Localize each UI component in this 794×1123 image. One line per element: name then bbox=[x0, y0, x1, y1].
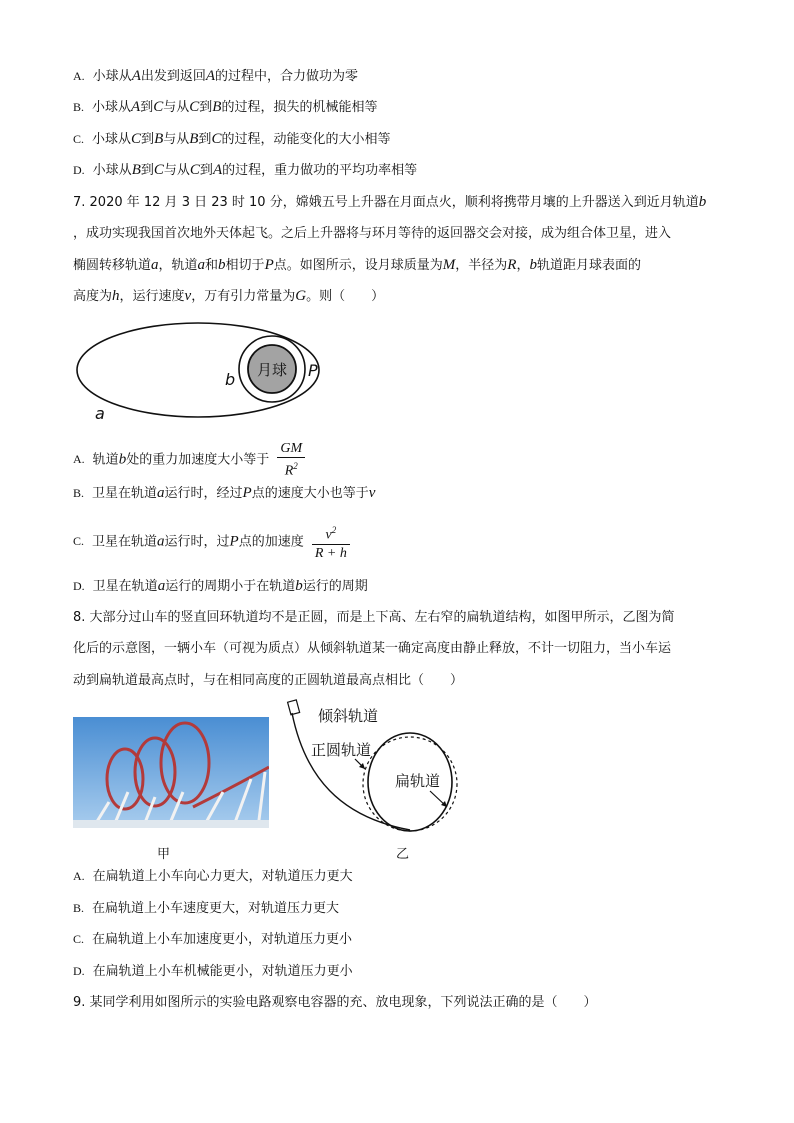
point-p-label: P bbox=[308, 361, 318, 380]
q8-stem-line-3: 动到扁轨道最高点时，与在相同高度的正圆轨道最高点相比（ ） bbox=[73, 673, 464, 688]
q8-option-b: B. 在扁轨道上小车速度更大，对轨道压力更大 bbox=[73, 901, 340, 916]
q7-stem-line-1: 7. 2020 年 12 月 3 日 23 时 10 分，嫦娥五号上升器在月面点火，顺利将携带月壤的上升器送入到近月轨道b bbox=[73, 194, 707, 210]
q9-stem-line-1: 9. 某同学利用如图所示的实验电路观察电容器的充、放电现象，下列说法正确的是（ ） bbox=[73, 995, 597, 1010]
fraction-v2-over-r-plus-h: $\frac{v^2}{R + h}$ bbox=[312, 522, 350, 562]
q7-stem-line-3: 椭圆转移轨道a，轨道a和b相切于P点。如图所示，设月球质量为M，半径为R，b轨道距月球表面的 bbox=[73, 257, 641, 273]
cart-icon bbox=[288, 700, 300, 715]
roller-coaster-photo bbox=[73, 717, 269, 828]
q8-option-d: D. 在扁轨道上小车机械能更小，对轨道压力更小 bbox=[73, 964, 353, 979]
q7-orbit-diagram bbox=[75, 318, 345, 428]
fraction-gm-over-r2: $\frac{GM}{R^2}$ bbox=[277, 440, 305, 480]
track-diagram bbox=[280, 697, 480, 837]
figure-yi-caption: 乙 bbox=[396, 847, 410, 862]
q7-option-d: D. 卫星在轨道a运行的周期小于在轨道b运行的周期 bbox=[73, 578, 368, 594]
label-inclined-track: 倾斜轨道 bbox=[318, 707, 379, 725]
q7-option-c: C. 卫星在轨道a运行时，过P点的加速度 $\frac{v^2}{R + h}$ bbox=[73, 522, 350, 562]
q8-stem-line-1: 8. 大部分过山车的竖直回环轨道均不是正圆，而是上下高、左右窄的扁轨道结构，如图甲所示，乙图为简 bbox=[73, 610, 675, 625]
q6-option-d: D. 小球从B到C与从C到A的过程，重力做功的平均功率相等 bbox=[73, 162, 418, 178]
q7-option-a: A. 轨道b处的重力加速度大小等于 $\frac{GM}{R^2}$ bbox=[73, 440, 305, 480]
q6-option-c: C. 小球从C到B与从B到C的过程，动能变化的大小相等 bbox=[73, 131, 391, 147]
q7-stem-line-4: 高度为h，运行速度v，万有引力常量为G。则（ ） bbox=[73, 288, 385, 304]
moon-label: 月球 bbox=[256, 361, 288, 379]
q7-option-b: B. 卫星在轨道a运行时，经过P点的速度大小也等于v bbox=[73, 485, 376, 501]
orbit-a-label: a bbox=[95, 404, 105, 423]
label-flat-track: 扁轨道 bbox=[395, 772, 441, 790]
q8-stem-line-2: 化后的示意图，一辆小车（可视为质点）从倾斜轨道某一确定高度由静止释放，不计一切阻力，当小车运 bbox=[73, 641, 672, 656]
q6-option-b: B. 小球从A到C与从C到B的过程，损失的机械能相等 bbox=[73, 99, 378, 115]
inclined-track bbox=[292, 713, 410, 830]
label-circle-track: 正圆轨道 bbox=[311, 741, 372, 759]
q8-option-a: A. 在扁轨道上小车向心力更大，对轨道压力更大 bbox=[73, 869, 353, 884]
orbit-b-label: b bbox=[225, 370, 236, 389]
q7-stem-line-2: ，成功实现我国首次地外天体起飞。之后上升器将与环月等待的返回器交会对接，成为组合体卫星，进入 bbox=[73, 226, 672, 241]
q6-option-a: A. 小球从A出发到返回A的过程中，合力做功为零 bbox=[73, 68, 359, 84]
q8-option-c: C. 在扁轨道上小车加速度更小，对轨道压力更小 bbox=[73, 932, 353, 947]
figure-jia-caption: 甲 bbox=[157, 847, 171, 862]
